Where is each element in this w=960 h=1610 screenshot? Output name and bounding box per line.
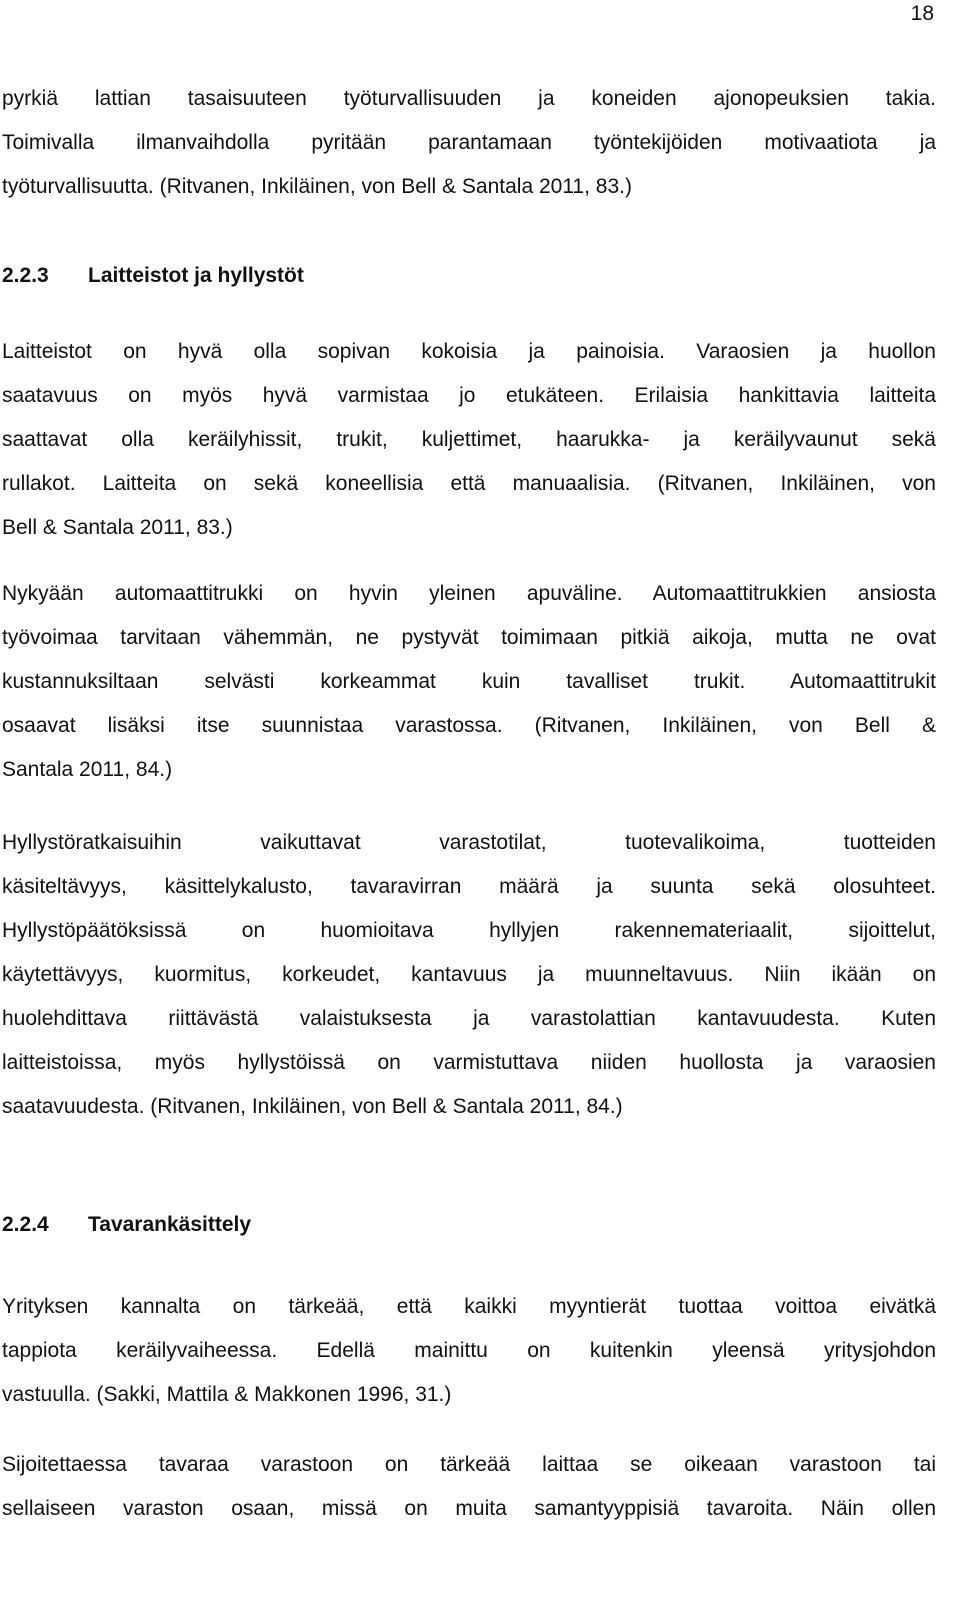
text-line: saatavuudesta. (Ritvanen, Inkiläinen, von Bell & Santala 2011, 84.) bbox=[2, 1095, 623, 1118]
text-line: Hyllystöpäätöksissä on huomioitava hyllyjen rakennemateriaalit, sijoittelut, bbox=[2, 919, 936, 942]
text-line: laitteistoissa, myös hyllystöissä on varmistuttava niiden huollosta ja varaosien bbox=[2, 1051, 936, 1074]
section-heading bbox=[2, 1203, 936, 1247]
section-title: Laitteistot ja hyllystöt bbox=[88, 264, 304, 287]
text-line: osaavat lisäksi itse suunnistaa varastossa. (Ritvanen, Inkiläinen, von Bell & bbox=[2, 714, 936, 737]
page-number: 18 bbox=[910, 2, 934, 25]
paragraph bbox=[2, 330, 936, 550]
paragraph bbox=[2, 1285, 936, 1417]
text-line: vastuulla. (Sakki, Mattila & Makkonen 1996, 31.) bbox=[2, 1383, 452, 1406]
paragraph bbox=[2, 821, 936, 1129]
section-title: Tavarankäsittely bbox=[88, 1213, 252, 1236]
text-line: sellaiseen varaston osaan, missä on muita samantyyppisiä tavaroita. Näin ollen bbox=[2, 1497, 936, 1520]
text-line: rullakot. Laitteita on sekä koneellisia että manuaalisia. (Ritvanen, Inkiläinen, von bbox=[2, 472, 936, 495]
text-line: pyrkiä lattian tasaisuuteen työturvallisuuden ja koneiden ajonopeuksien takia. bbox=[2, 87, 936, 110]
text-line: työturvallisuutta. (Ritvanen, Inkiläinen, von Bell & Santala 2011, 83.) bbox=[2, 175, 632, 198]
paragraph bbox=[2, 77, 936, 209]
text-line: työvoimaa tarvitaan vähemmän, ne pystyvät toimimaan pitkiä aikoja, mutta ne ovat bbox=[2, 626, 936, 649]
text-line: Laitteistot on hyvä olla sopivan kokoisia ja painoisia. Varaosien ja huollon bbox=[2, 340, 936, 363]
text-line: tappiota keräilyvaiheessa. Edellä mainittu on kuitenkin yleensä yritysjohdon bbox=[2, 1339, 936, 1362]
text-line: Santala 2011, 84.) bbox=[2, 758, 173, 781]
text-line: Sijoitettaessa tavaraa varastoon on tärkeää laittaa se oikeaan varastoon tai bbox=[2, 1453, 936, 1476]
text-line: huolehdittava riittävästä valaistuksesta ja varastolattian kantavuudesta. Kuten bbox=[2, 1007, 936, 1030]
page-content bbox=[2, 77, 936, 1531]
text-line: Toimivalla ilmanvaihdolla pyritään parantamaan työntekijöiden motivaatiota ja bbox=[2, 131, 936, 154]
paragraph bbox=[2, 572, 936, 792]
text-line: saattavat olla keräilyhissit, trukit, kuljettimet, haarukka- ja keräilyvaunut sekä bbox=[2, 428, 936, 451]
text-line: Nykyään automaattitrukki on hyvin yleinen apuväline. Automaattitrukkien ansiosta bbox=[2, 582, 936, 605]
paragraph bbox=[2, 1443, 936, 1531]
text-line: käytettävyys, kuormitus, korkeudet, kantavuus ja muunneltavuus. Niin ikään on bbox=[2, 963, 936, 986]
text-line: Yrityksen kannalta on tärkeää, että kaikki myyntierät tuottaa voittoa eivätkä bbox=[2, 1295, 936, 1318]
text-line: saatavuus on myös hyvä varmistaa jo etukäteen. Erilaisia hankittavia laitteita bbox=[2, 384, 936, 407]
section-heading bbox=[2, 254, 936, 298]
text-line: käsiteltävyys, käsittelykalusto, tavaravirran määrä ja suunta sekä olosuhteet. bbox=[2, 875, 936, 898]
text-line: Hyllystöratkaisuihin vaikuttavat varastotilat, tuotevalikoima, tuotteiden bbox=[2, 831, 936, 854]
section-number: 2.2.4 bbox=[2, 1213, 49, 1236]
text-line: Bell & Santala 2011, 83.) bbox=[2, 516, 233, 539]
section-number: 2.2.3 bbox=[2, 264, 49, 287]
text-line: kustannuksiltaan selvästi korkeammat kuin tavalliset trukit. Automaattitrukit bbox=[2, 670, 936, 693]
